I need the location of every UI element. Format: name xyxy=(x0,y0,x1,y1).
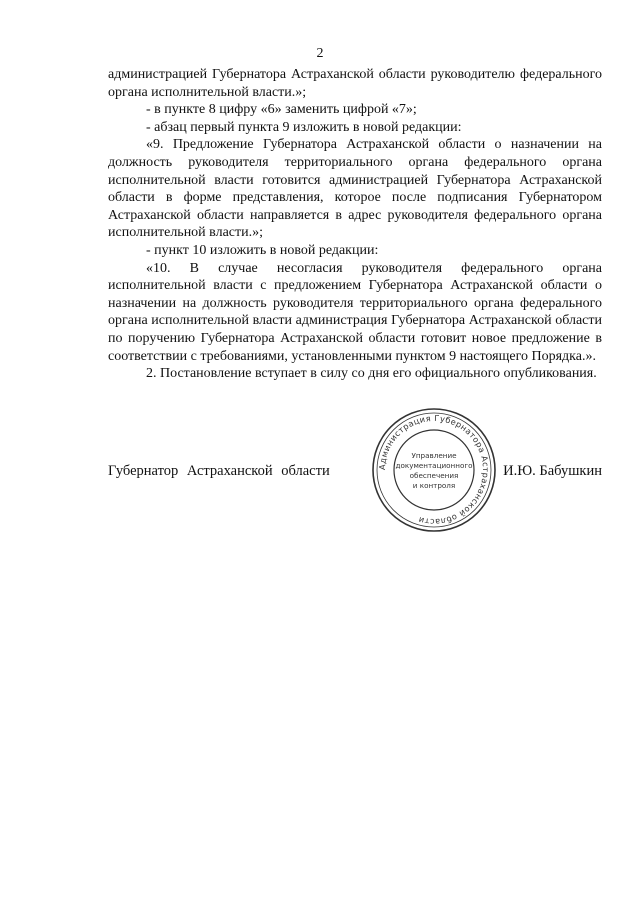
stamp-center-line: обеспечения xyxy=(409,471,459,480)
paragraph: «9. Предложение Губернатора Астраханской области о назначении на должность руководителя территориального органа федерального органа исполнительной власти готовится администрацией Губернатора Астраханской области в форме представления, которое после подписания Губернатором Астраханской области направляется в адрес руководителя федерального органа исполнительной власти.»; xyxy=(108,137,602,241)
paragraph: - в пункте 8 цифру «6» заменить цифрой «7»; xyxy=(146,102,417,118)
document-body xyxy=(108,66,602,383)
stamp-center-line: документационного xyxy=(395,461,473,470)
page-number: 2 xyxy=(316,46,324,61)
paragraph: администрацией Губернатора Астраханской области руководителю федерального органа исполнительной власти.»; xyxy=(108,67,602,100)
stamp-center-line: и контроля xyxy=(412,481,456,490)
official-stamp xyxy=(370,406,498,534)
paragraph: - пункт 10 изложить в новой редакции: xyxy=(146,242,379,258)
signatory-title: Губернатор Астраханской области xyxy=(108,463,330,479)
stamp-ring-text: Администрация Губернатора Астраханской области xyxy=(376,412,492,528)
paragraph: 2. Постановление вступает в силу со дня его официального опубликования. xyxy=(146,366,597,382)
signatory-name: И.Ю. Бабушкин xyxy=(503,463,602,479)
stamp-center-line: Управление xyxy=(411,451,457,460)
paragraph: - абзац первый пункта 9 изложить в новой редакции: xyxy=(146,119,462,135)
paragraph: «10. В случае несогласия руководителя федерального органа исполнительной власти с предложением Губернатора Астраханской области о назначении на должность руководителя территориального органа федерального органа исполнительной власти администрация Губернатора Астраханской области по поручению Губернатора Астраханской области готовит новое предложение в соответствии с требованиями, установленными пунктом 9 настоящего Порядка.». xyxy=(108,260,602,364)
